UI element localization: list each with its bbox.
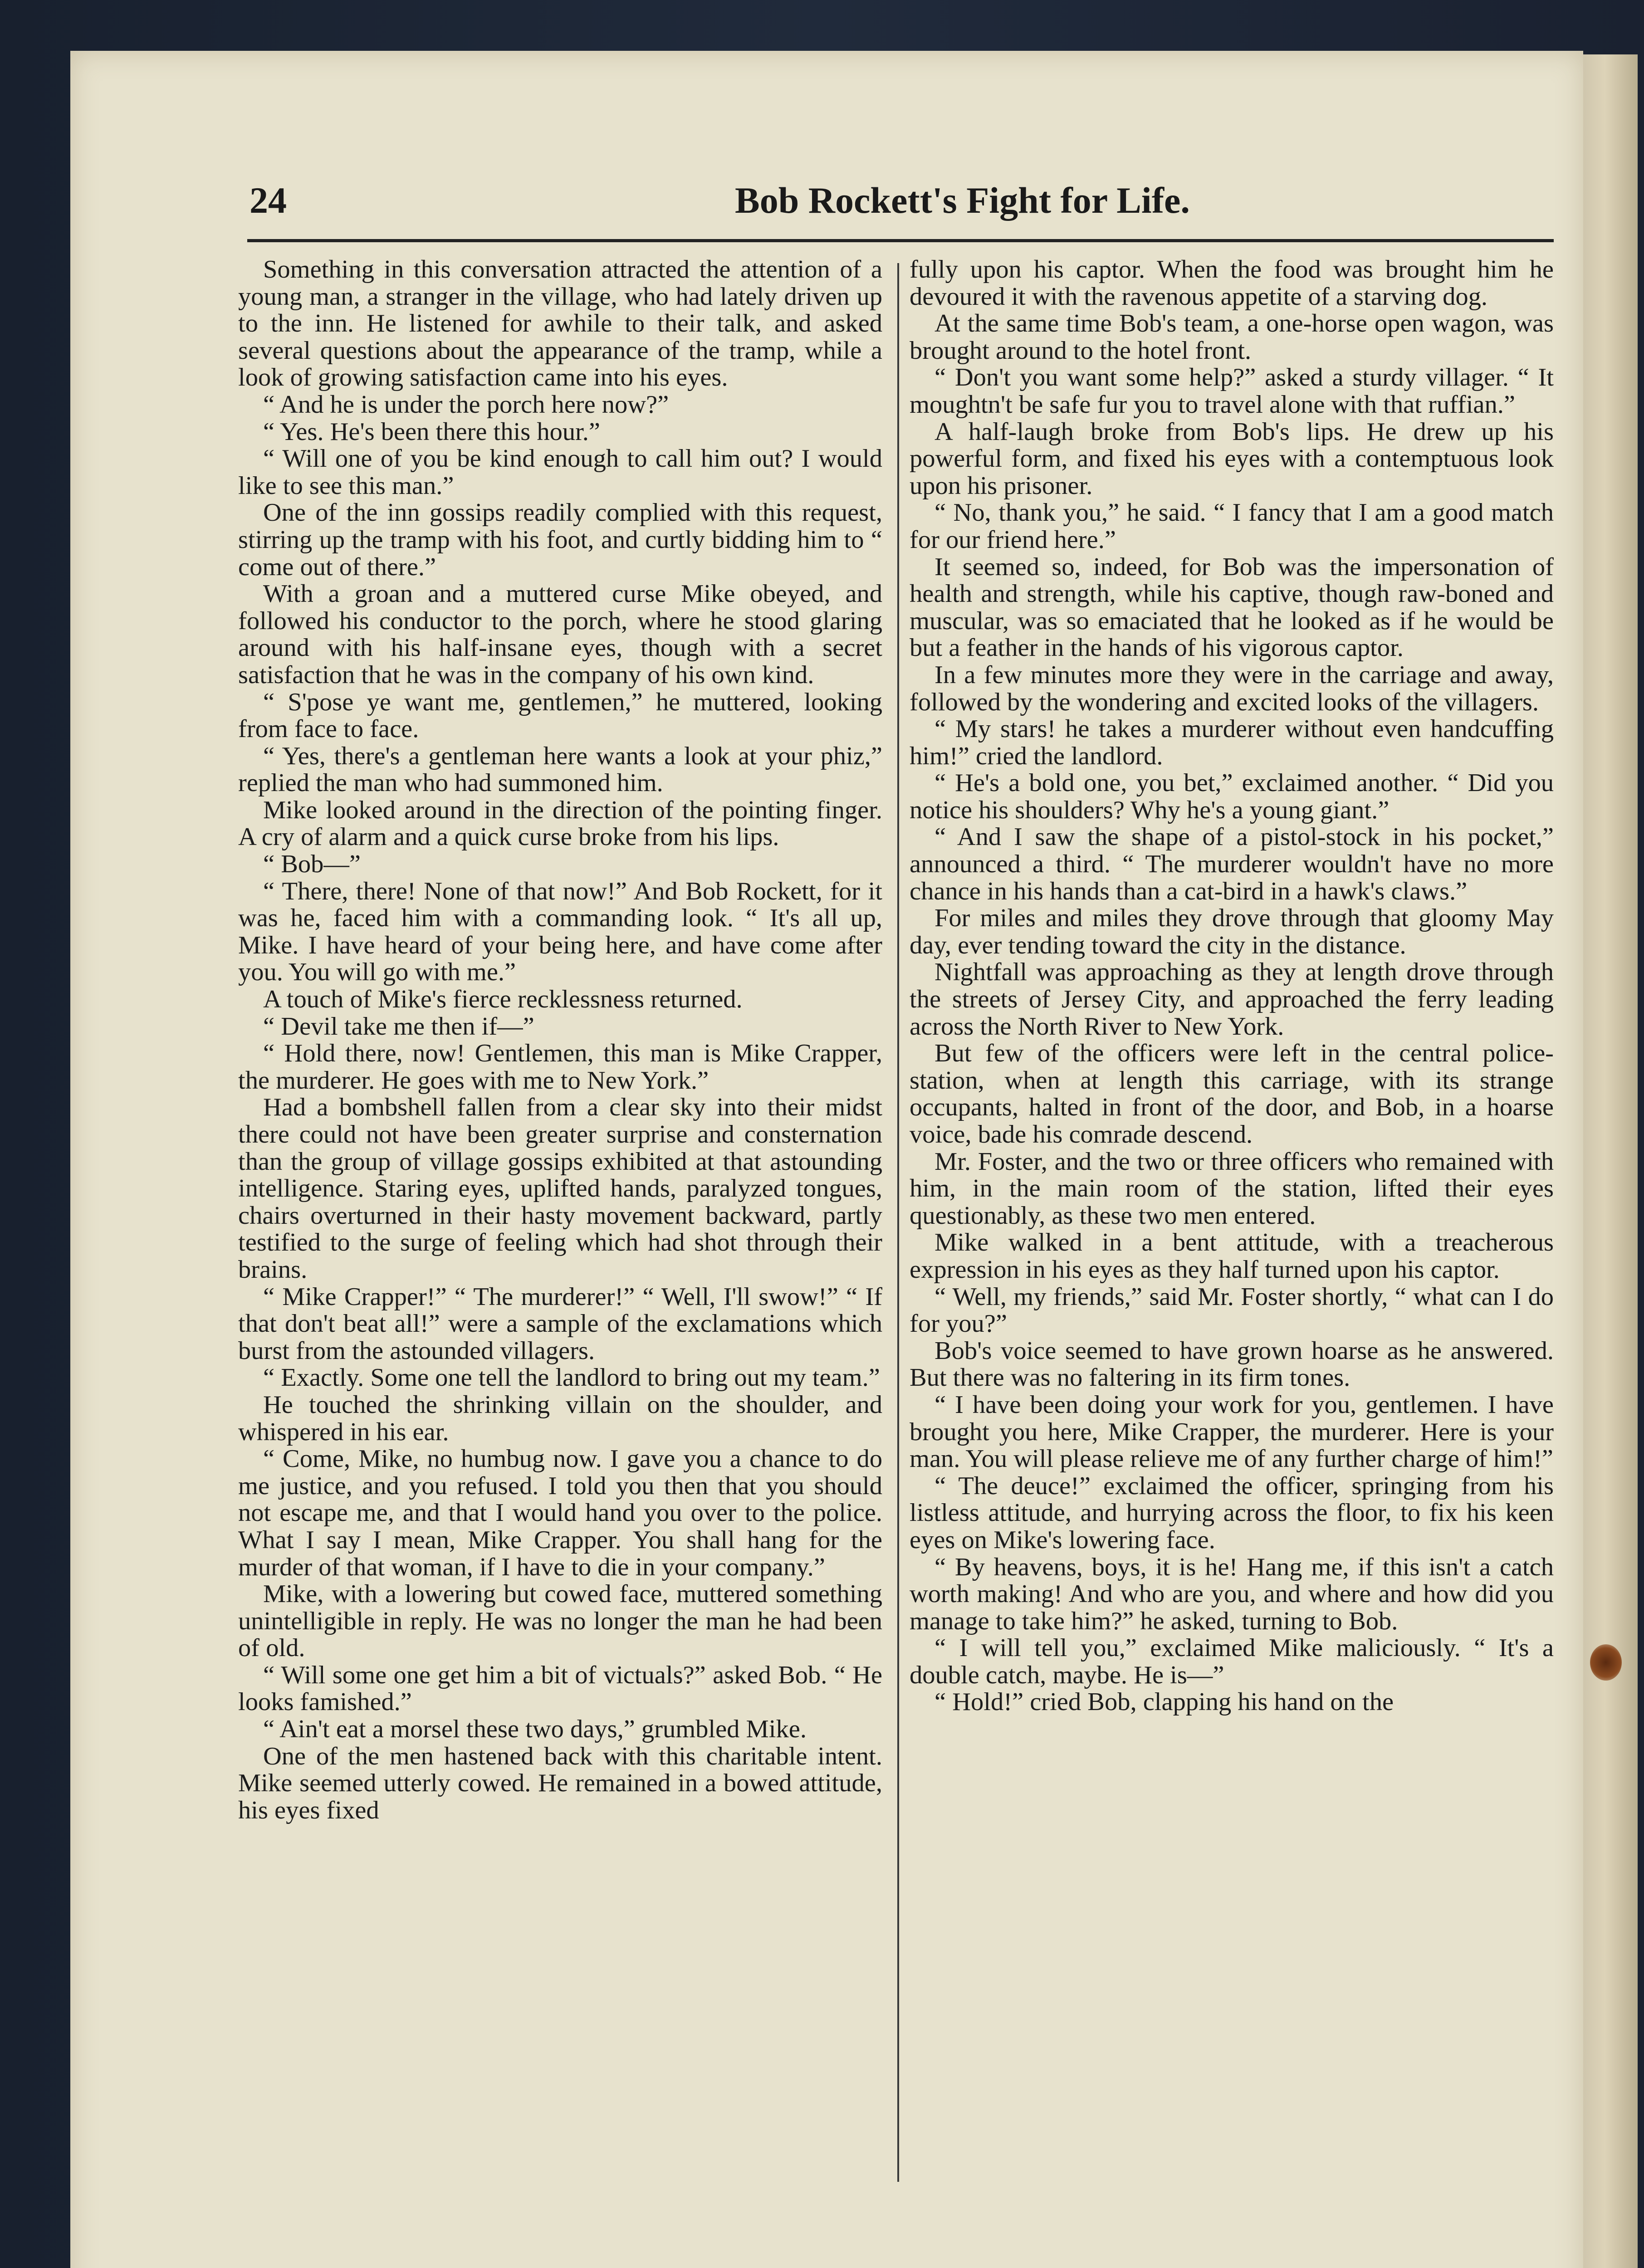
paragraph: With a groan and a muttered curse Mike obeyed, and followed his conductor to the porch, where he stood glaring around with his half-insane eyes, though with a secret satisfaction that he was in the company of his own kind. (238, 580, 882, 689)
page-header (177, 179, 1561, 229)
left-column (238, 256, 882, 2191)
paragraph: “ I have been doing your work for you, gentlemen. I have brought you here, Mike Crapper, the murderer. Here is your man. You will please relieve me of any further charge of him!” (910, 1390, 1554, 1473)
paragraph: Mr. Foster, and the two or three officers who remained with him, in the main room of the station, lifted their eyes questionably, as these two men entered. (910, 1147, 1554, 1230)
paragraph: “ He's a bold one, you bet,” exclaimed another. “ Did you notice his shoulders? Why he's a young giant.” (910, 769, 1554, 824)
header-rule (247, 239, 1554, 242)
paragraph: “ Ain't eat a morsel these two days,” grumbled Mike. (263, 1715, 807, 1744)
paragraph: One of the inn gossips readily complied with this request, stirring up the tramp with his foot, and curtly bidding him to “ come out of there.” (238, 499, 882, 581)
paragraph: “ Yes. He's been there this hour.” (263, 417, 600, 446)
paragraph: Nightfall was approaching as they at length drove through the streets of Jersey City, and approached the ferry leading across the North River to New York. (910, 958, 1554, 1041)
paragraph: Mike, with a lowering but cowed face, muttered something unintelligible in reply. He was no longer the man he had been of old. (238, 1580, 882, 1662)
paragraph: “ Hold!” cried Bob, clapping his hand on the (935, 1688, 1394, 1716)
paragraph: Had a bombshell fallen from a clear sky into their midst there could not have been greater surprise and consternation than the group of village gossips exhibited at that astounding intelligence. Staring eyes, uplifted hands, paralyzed tongues, chairs overturned in their hasty movement backward, partly testified to the surge of feeling which had shot through their brains. (238, 1093, 882, 1284)
column-divider (897, 263, 899, 2182)
paragraph: fully upon his captor. When the food was brought him he devoured it with the ravenous appetite of a starving dog. (910, 256, 1554, 311)
paragraph: Bob's voice seemed to have grown hoarse as he answered. But there was no faltering in its firm tones. (910, 1336, 1554, 1392)
paragraph: “ Hold there, now! Gentlemen, this man is Mike Crapper, the murderer. He goes with me to New York.” (238, 1039, 882, 1095)
paragraph: “ I will tell you,” exclaimed Mike maliciously. “ It's a double catch, maybe. He is—” (910, 1634, 1554, 1689)
page-number: 24 (250, 180, 287, 221)
running-title: Bob Rockett's Fight for Life. (735, 180, 1190, 221)
paragraph: “ Yes, there's a gentleman here wants a look at your phiz,” replied the man who had summoned him. (238, 742, 882, 797)
paragraph: “ Mike Crapper!” “ The murderer!” “ Well, I'll swow!” “ If that don't beat all!” were a sample of the exclamations which burst from the astounded villagers. (238, 1282, 882, 1365)
paragraph: “ By heavens, boys, it is he! Hang me, if this isn't a catch worth making! And who are you, and where and how did you manage to take him?” he asked, turning to Bob. (910, 1553, 1554, 1635)
page-stain (1590, 1644, 1622, 1681)
page-edge (1583, 54, 1638, 2268)
paragraph: One of the men hastened back with this charitable intent. Mike seemed utterly cowed. He remained in a bowed attitude, his eyes fixed (238, 1742, 882, 1824)
paragraph: Mike walked in a bent attitude, with a treacherous expression in his eyes as they half turned upon his captor. (910, 1228, 1554, 1284)
paragraph: “ Come, Mike, no humbug now. I gave you a chance to do me justice, and you refused. I told you then that you should not escape me, and that I would hand you over to the police. What I say I mean, Mike Crapper. You shall hang for the murder of that woman, if I have to die in your company.” (238, 1445, 882, 1581)
paragraph: He touched the shrinking villain on the shoulder, and whispered in his ear. (238, 1390, 882, 1446)
paragraph: Mike looked around in the direction of the pointing finger. A cry of alarm and a quick curse broke from his lips. (238, 796, 882, 851)
paragraph: In a few minutes more they were in the carriage and away, followed by the wondering and excited looks of the villagers. (910, 660, 1554, 716)
paragraph: “ Will one of you be kind enough to call him out? I would like to see this man.” (238, 445, 882, 500)
paragraph: A half-laugh broke from Bob's lips. He drew up his powerful form, and fixed his eyes with a contemptuous look upon his prisoner. (910, 417, 1554, 500)
paragraph: At the same time Bob's team, a one-horse open wagon, was brought around to the hotel front. (910, 309, 1554, 365)
paragraph: “ And he is under the porch here now?” (263, 390, 669, 419)
paragraph: For miles and miles they drove through that gloomy May day, ever tending toward the city in the distance. (910, 904, 1554, 959)
paragraph: “ S'pose ye want me, gentlemen,” he muttered, looking from face to face. (238, 688, 882, 743)
paragraph: “ And I saw the shape of a pistol-stock in his pocket,” announced a third. “ The murderer wouldn't have no more chance in his hands than a cat-bird in a hawk's claws.” (910, 823, 1554, 905)
paragraph: But few of the officers were left in the central police-station, when at length this carriage, with its strange occupants, halted in front of the door, and Bob, in a hoarse voice, bade his comrade descend. (910, 1039, 1554, 1149)
paragraph: “ Devil take me then if—” (263, 1012, 534, 1041)
paragraph: “ No, thank you,” he said. “ I fancy that I am a good match for our friend here.” (910, 499, 1554, 554)
paragraph: “ There, there! None of that now!” And Bob Rockett, for it was he, faced him with a commanding look. “ It's all up, Mike. I have heard of your being here, and have come after you. You will go with me.” (238, 877, 882, 987)
paragraph: “ Will some one get him a bit of victuals?” asked Bob. “ He looks famished.” (238, 1661, 882, 1716)
right-column (910, 256, 1554, 2191)
paragraph: “ My stars! he takes a murderer without even handcuffing him!” cried the landlord. (910, 715, 1554, 770)
paragraph: It seemed so, indeed, for Bob was the impersonation of health and strength, while his captive, though raw-boned and muscular, was so emaciated that he looked as if he would be but a feather in the hands of his vigorous captor. (910, 552, 1554, 662)
paragraph: “ Well, my friends,” said Mr. Foster shortly, “ what can I do for you?” (910, 1282, 1554, 1338)
paragraph: “ The deuce!” exclaimed the officer, springing from his listless attitude, and hurrying across the floor, to fix his keen eyes on Mike's lowering face. (910, 1471, 1554, 1554)
paragraph: Something in this conversation attracted the attention of a young man, a stranger in the village, who had lately driven up to the inn. He listened for awhile to their talk, and asked several questions about the appearance of the tramp, while a look of growing satisfaction came into his eyes. (238, 256, 882, 392)
paragraph: “ Don't you want some help?” asked a sturdy villager. “ It moughtn't be safe fur you to travel alone with that ruffian.” (910, 363, 1554, 419)
paragraph: A touch of Mike's fierce recklessness returned. (263, 985, 743, 1014)
paragraph: “ Bob—” (263, 850, 361, 879)
paragraph: “ Exactly. Some one tell the landlord to bring out my team.” (263, 1364, 880, 1392)
